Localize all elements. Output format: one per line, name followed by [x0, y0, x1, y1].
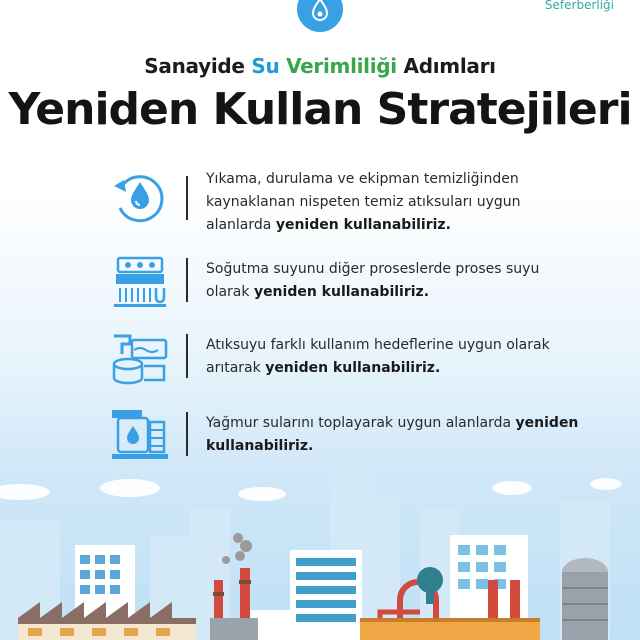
- strategy-item-2: [108, 250, 608, 314]
- wastewater-treatment-icon: [108, 326, 172, 390]
- strategy-text-2: Soğutma suyunu diğer proseslerde proses suyu olarak yeniden kullanabiliriz.: [206, 261, 540, 300]
- divider: [186, 334, 188, 378]
- cooling-machine-icon: [108, 250, 172, 314]
- strategy-text-4: Yağmur sularını toplayarak uygun alanlarda yeniden kullanabiliriz.: [206, 415, 579, 454]
- divider: [186, 258, 188, 302]
- strategy-item-3: [108, 326, 608, 390]
- water-drop-icon: [307, 0, 333, 22]
- strategy-item-1: [108, 168, 608, 232]
- brand-text: Seferberliği: [544, 0, 614, 12]
- strategy-text-3: Atıksuyu farklı kullanım hedeflerine uygun olarak arıtarak yeniden kullanabiliriz.: [206, 337, 550, 376]
- divider: [186, 176, 188, 220]
- page-title: Yeniden Kullan Stratejileri: [8, 84, 632, 135]
- water-cycle-icon: [108, 168, 172, 232]
- strategy-text-1: Yıkama, durulama ve ekipman temizliğinden kaynaklanan nispeten temiz atıksuları uygun alanlarda yeniden kullanabiliriz.: [206, 171, 521, 233]
- page-subtitle: Sanayide Su Verimliliği Adımları: [144, 54, 496, 78]
- brand-logo: [297, 0, 343, 32]
- industrial-city-illustration: [0, 440, 640, 640]
